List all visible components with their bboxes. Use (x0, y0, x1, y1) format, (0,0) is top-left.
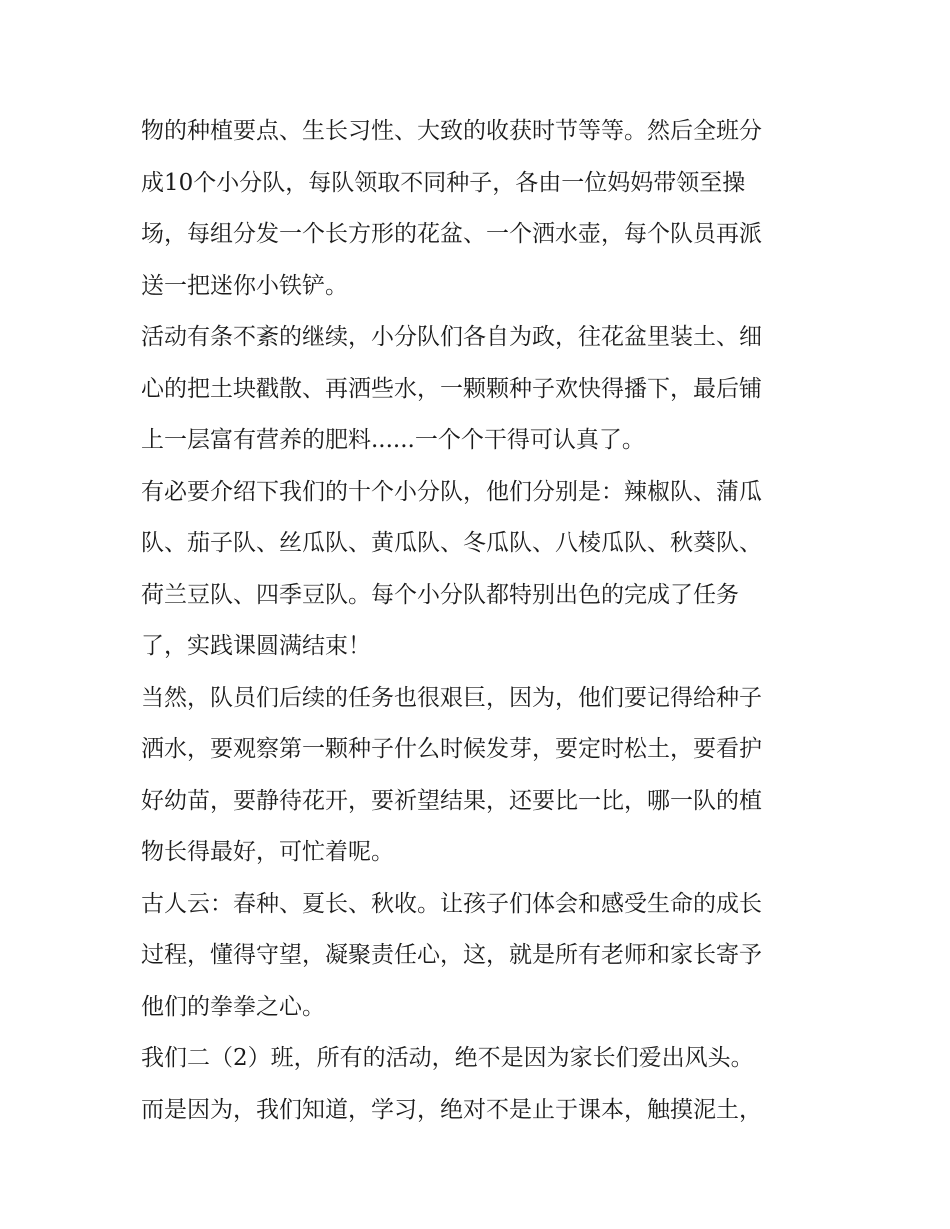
text-line: 送一把迷你小铁铲。 (141, 272, 348, 299)
text-line: 好幼苗，要静待花开，要祈望结果，还要比一比，哪一队的植 (141, 787, 762, 814)
document-body (141, 106, 821, 1136)
text-line: 荷兰豆队、四季豆队。每个小分队都特别出色的完成了任务 (141, 581, 739, 608)
text-line: 队、茄子队、丝瓜队、黄瓜队、冬瓜队、八棱瓜队、秋葵队、 (141, 530, 762, 556)
text-line: 古人云：春种、夏长、秋收。让孩子们体会和感受生命的成长 (141, 890, 762, 917)
text-line: 当然，队员们后续的任务也很艰巨，因为，他们要记得给种子 (141, 684, 762, 711)
text-line: 场，每组分发一个长方形的花盆、一个洒水壶，每个队员再派 (141, 221, 762, 247)
text-line: 洒水，要观察第一颗种子什么时候发芽，要定时松土，要看护 (141, 736, 762, 762)
text-line: 了，实践课圆满结束！ (141, 633, 371, 659)
text-line: 过程，懂得守望，凝聚责任心，这，就是所有老师和家长寄予 (141, 942, 762, 968)
text-line: 我们二（2）班，所有的活动，绝不是因为家长们爱出风头。 (141, 1045, 754, 1071)
text-line: 他们的拳拳之心。 (141, 993, 325, 1020)
text-line: 物长得最好，可忙着呢。 (141, 839, 394, 865)
text-line: 活动有条不紊的继续，小分队们各自为政，往花盆里装土、细 (141, 324, 762, 350)
text-line: 物的种植要点、生长习性、大致的收获时节等等。然后全班分 (141, 118, 762, 144)
text-line: 上一层富有营养的肥料......一个个干得可认真了。 (141, 427, 645, 453)
text-line: 而是因为，我们知道，学习，绝对不是止于课本，触摸泥土， (141, 1096, 762, 1123)
text-line: 心的把土块戳散、再洒些水，一颗颗种子欢快得播下，最后铺 (141, 375, 762, 402)
text-line: 有必要介绍下我们的十个小分队，他们分别是：辣椒队、蒲瓜 (141, 478, 762, 505)
text-line: 成10个小分队，每队领取不同种子，各由一位妈妈带领至操 (141, 169, 746, 196)
